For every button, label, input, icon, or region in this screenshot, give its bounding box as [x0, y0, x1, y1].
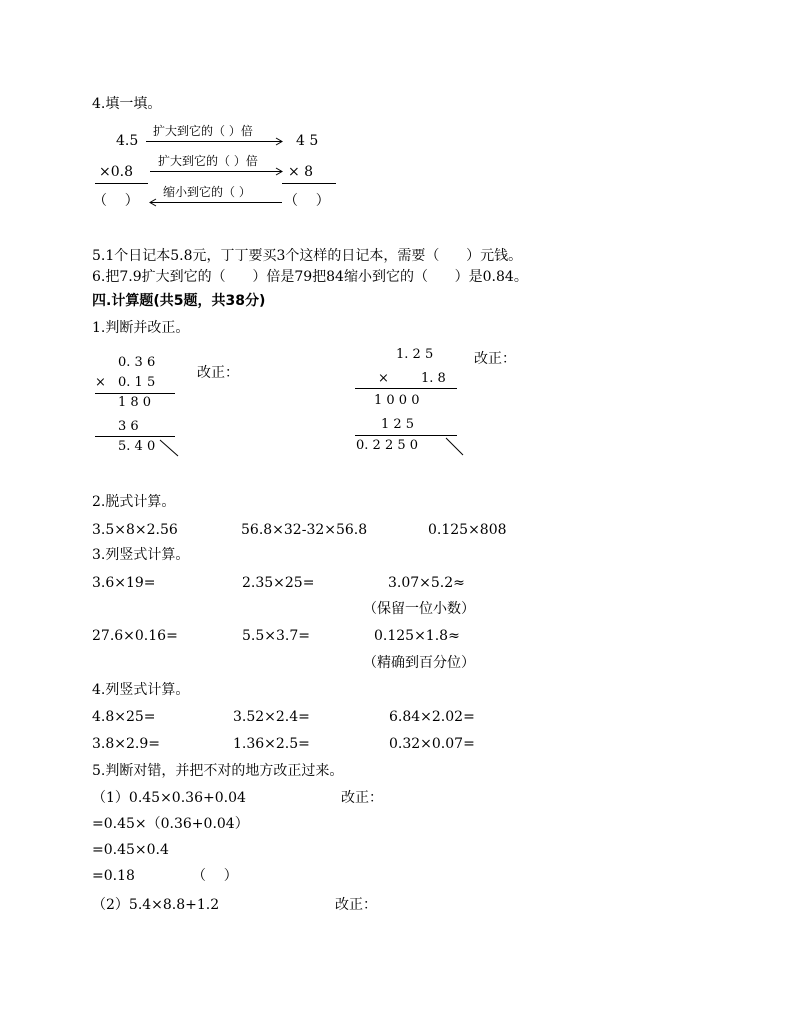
- p2-item-1: 3.5×8×2.56: [92, 522, 178, 538]
- p1-right-fix: 改正：: [474, 351, 516, 367]
- p3-r1-3: 3.07×5.2≈: [388, 575, 465, 591]
- p1-left-row4: 3 6: [118, 419, 139, 434]
- p3-note-2: （精确到百分位）: [363, 655, 475, 671]
- p4-r1-2: 3.52×2.4=: [233, 709, 310, 725]
- p1-right-row2: 1. 8: [421, 371, 446, 386]
- p3-note-1: （保留一位小数）: [363, 601, 475, 617]
- q4-top-right: 4 5: [296, 133, 319, 149]
- q5-text: 5.1个日记本5.8元，丁丁要买3个这样的日记本，需要（ ）元钱。: [92, 248, 523, 264]
- p5-fix-2: 改正：: [335, 897, 377, 913]
- p2-item-3: 0.125×808: [428, 522, 507, 538]
- q4-mid-right: × 8: [288, 164, 314, 180]
- p1-title: 1.判断并改正。: [92, 320, 190, 336]
- q4-title: 4.填一填。: [92, 96, 162, 112]
- p4-r1-1: 4.8×25=: [92, 709, 156, 725]
- q6-text: 6.把7.9扩大到它的（ ）倍是79把84缩小到它的（ ）是0.84。: [92, 269, 528, 285]
- p3-title: 3.列竖式计算。: [92, 547, 190, 563]
- p1-left-row3: 1 8 0: [118, 395, 152, 410]
- p3-r2-3: 0.125×1.8≈: [374, 628, 460, 644]
- p2-item-2: 56.8×32-32×56.8: [241, 522, 368, 538]
- p5-step-2: =0.45×0.4: [92, 842, 169, 858]
- p3-r1-1: 3.6×19=: [92, 575, 156, 591]
- p1-left-fix: 改正：: [197, 365, 239, 381]
- q4-top-left: 4.5: [116, 133, 139, 149]
- q4-mid-left: ×0.8: [99, 164, 133, 180]
- p1-right-row4: 1 2 5: [381, 417, 415, 432]
- p1-right-row5: 0. 2 2 5 0: [356, 438, 419, 453]
- p4-r2-1: 3.8×2.9=: [92, 736, 160, 752]
- p4-r1-3: 6.84×2.02=: [389, 709, 475, 725]
- q4-top-label: 扩大到它的（ ）倍: [153, 124, 253, 138]
- p5-fix-1: 改正：: [341, 790, 383, 806]
- p1-left-row5: 5. 4 0: [118, 439, 156, 454]
- p3-r2-1: 27.6×0.16=: [92, 628, 178, 644]
- p5-part2: （2）5.4×8.8+1.2: [92, 897, 220, 913]
- p3-r1-2: 2.35×25=: [242, 575, 315, 591]
- p3-r2-2: 5.5×3.7=: [242, 628, 310, 644]
- p5-judge-blank: （ ）: [192, 868, 238, 884]
- p4-r2-3: 0.32×0.07=: [389, 736, 475, 752]
- q4-bottom-left: （ ）: [93, 193, 139, 209]
- p1-right-row1: 1. 2 5: [396, 347, 434, 362]
- p1-left-row1: 0. 3 6: [118, 355, 156, 370]
- p4-r2-2: 1.36×2.5=: [233, 736, 310, 752]
- p1-right-row3: 1 0 0 0: [374, 393, 420, 408]
- strike-mark-right: [446, 438, 463, 455]
- p5-step-3: =0.18: [92, 868, 135, 884]
- p4-title: 4.列竖式计算。: [92, 682, 190, 698]
- section4-heading: 四.计算题(共5题，共38分): [92, 293, 266, 309]
- p5-step-1: =0.45×（0.36+0.04）: [92, 816, 249, 832]
- p1-left-row2: 0. 1 5: [118, 375, 156, 390]
- p2-title: 2.脱式计算。: [92, 494, 176, 510]
- p1-right-op: ×: [378, 371, 389, 386]
- p5-part1: （1）0.45×0.36+0.04: [92, 790, 246, 806]
- strike-mark-left: [160, 440, 178, 456]
- q4-bottom-label: 缩小到它的（ ）: [163, 185, 251, 199]
- p1-left-op: ×: [95, 375, 106, 390]
- q4-bottom-right: （ ）: [284, 193, 330, 209]
- p5-title: 5.判断对错，并把不对的地方改正过来。: [92, 763, 344, 779]
- q4-mid-label: 扩大到它的（ ）倍: [158, 154, 258, 168]
